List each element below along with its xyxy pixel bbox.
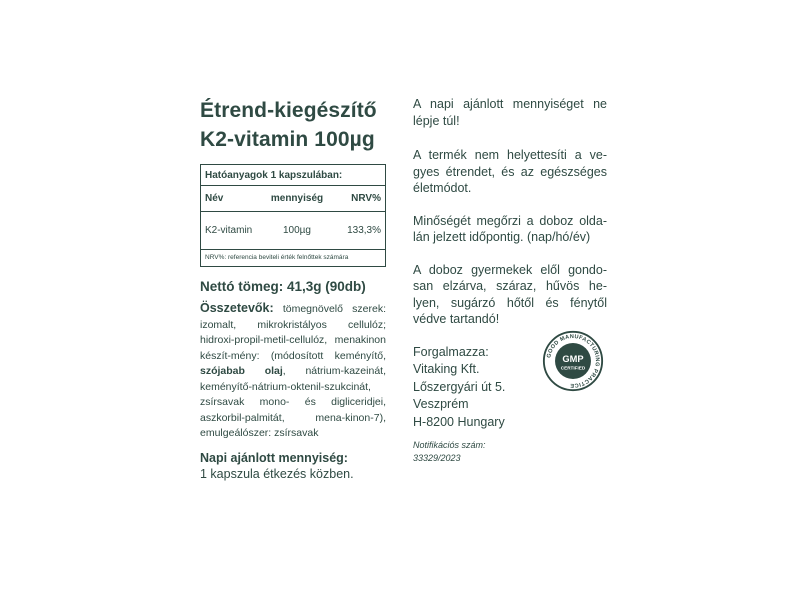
header-name: Név: [205, 193, 224, 204]
distributor-country: H-8200 Hungary: [413, 414, 505, 429]
header-quantity: mennyiség: [270, 193, 324, 204]
nutrition-table-note: NRV%: referencia beviteli érték felnőttek számára: [205, 254, 349, 261]
nutrition-table: [200, 164, 386, 267]
right-column: [413, 96, 607, 465]
warning-diet: A termék nem helyettesíti a ve-gyes étrendet, és az egészséges életmódot.: [413, 148, 607, 195]
gmp-ring-text: GOOD MANUFACTURING PRACTICE: [546, 333, 601, 389]
header-nrv: NRV%: [351, 193, 381, 204]
gmp-certified-badge-icon: [542, 330, 604, 392]
cell-name: K2-vitamin: [205, 225, 253, 236]
notification-number: 33329/2023: [413, 453, 461, 463]
nutrition-table-header: [201, 186, 385, 212]
notification: [413, 439, 607, 465]
distributor-company: Vitaking Kft.: [413, 362, 480, 376]
title-line-2: K2-vitamin 100µg: [200, 128, 375, 151]
warning-best-before: Minőségét megőrzi a doboz olda-lán jelzett időpontig. (nap/hó/év): [413, 213, 607, 244]
product-title: [200, 96, 386, 154]
distributor-label: Forgalmazza:: [413, 344, 489, 359]
nutrition-table-caption: Hatóanyagok 1 kapszulában:: [201, 165, 385, 186]
table-row: [201, 212, 385, 250]
title-line-1: Étrend-kiegészítő: [200, 99, 377, 122]
notification-label: Notifikációs szám:: [413, 440, 486, 450]
gmp-center-text: GMP: [562, 354, 584, 365]
daily-dose-text: 1 kapszula étkezés közben.: [200, 466, 354, 481]
warning-storage: A doboz gyermekek elől gondo-san elzárva, száraz, hűvös he-lyen, sugárzó hőtől és fénytől védve tartandó!: [413, 262, 607, 326]
distributor-city: Veszprém: [413, 397, 469, 411]
ingredients-allergen: szójabab olaj: [200, 365, 283, 377]
distributor-street: Lőszergyári út 5.: [413, 379, 506, 394]
daily-dose: [200, 450, 386, 482]
ingredients: [200, 301, 386, 442]
ingredients-label: Összetevők:: [200, 301, 274, 315]
ingredients-text-1: tömegnövelő szerek: izomalt, mikrokristályos cellulóz; hidroxi-propil-metil-cellulóz, menakinon készít-mény: (módosított keményítő,: [200, 303, 386, 362]
cell-nrv: 133,3%: [347, 225, 381, 236]
warning-dose: A napi ajánlott mennyiséget ne lépje túl!: [413, 97, 607, 128]
gmp-sub-text: CERTIFIED: [560, 365, 586, 371]
net-weight: Nettó tömeg: 41,3g (90db): [200, 279, 366, 294]
left-column: [200, 96, 386, 482]
ingredients-text-2: , nátrium-kazeinát, keményítő-nátrium-oktenil-szukcinát, zsírsavak mono- és digliceridjei, aszkorbil-palmitát, mena-kinon-7), emulgeálószer: zsírsavak: [200, 365, 386, 439]
cell-quantity: 100µg: [282, 225, 311, 236]
daily-dose-label: Napi ajánlott mennyiség:: [200, 450, 348, 465]
